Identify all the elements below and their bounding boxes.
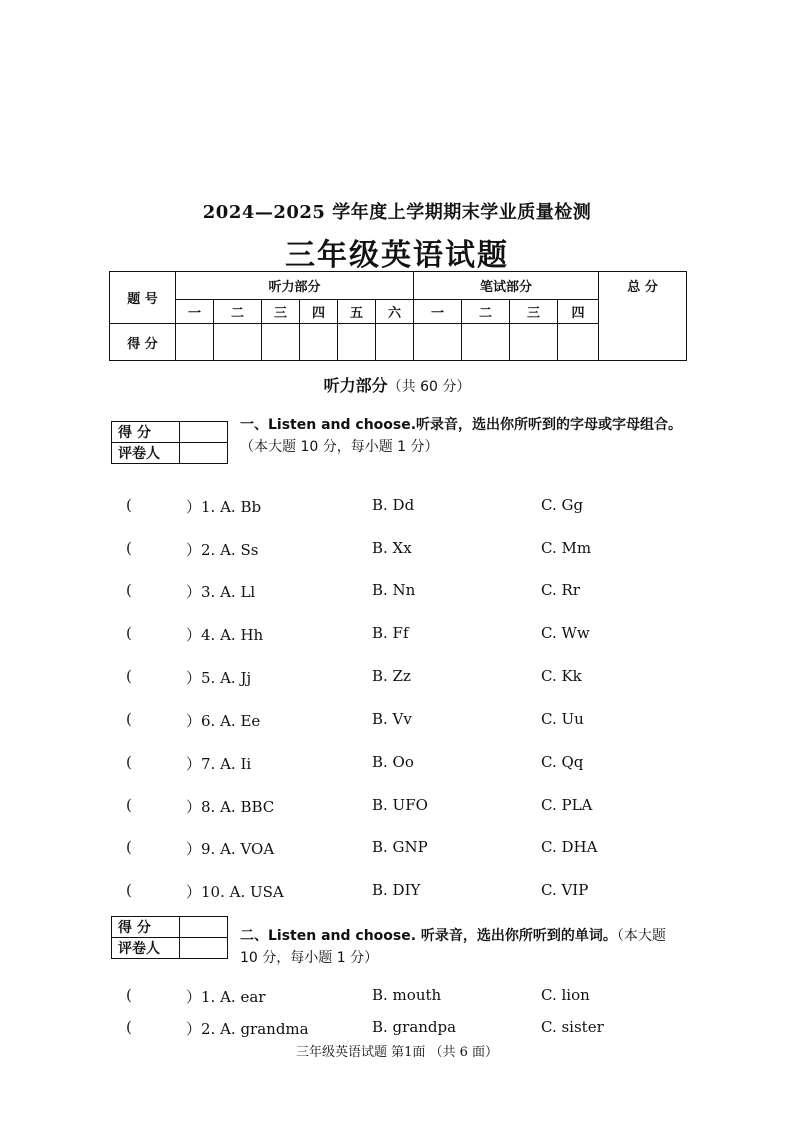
answer-paren: ( bbox=[126, 1018, 132, 1036]
question-row bbox=[0, 1018, 794, 1038]
grader-score-cell bbox=[180, 917, 228, 938]
option-a: ）4. A. Hh bbox=[186, 626, 264, 644]
option-c: C. Gg bbox=[541, 496, 584, 514]
score-cell bbox=[176, 324, 214, 361]
question-row bbox=[0, 667, 794, 687]
option-b: B. UFO bbox=[372, 796, 428, 814]
score-cell bbox=[262, 324, 300, 361]
option-c: C. Kk bbox=[541, 667, 582, 685]
option-c: C. sister bbox=[541, 1018, 604, 1036]
option-a: ）3. A. Ll bbox=[186, 583, 256, 601]
listening-section-title bbox=[0, 373, 794, 396]
option-a: ）2. A. grandma bbox=[186, 1020, 309, 1038]
score-cell bbox=[214, 324, 262, 361]
listening-section-label: 听力部分 bbox=[323, 376, 388, 395]
score-cell bbox=[338, 324, 376, 361]
option-b: B. DIY bbox=[372, 881, 421, 899]
listening-col-1: 一 bbox=[176, 300, 214, 324]
score-cell bbox=[558, 324, 599, 361]
question-row bbox=[0, 753, 794, 773]
listening-col-5: 五 bbox=[338, 300, 376, 324]
option-c: C. Qq bbox=[541, 753, 584, 771]
question-row bbox=[0, 838, 794, 858]
answer-paren: ( bbox=[126, 496, 132, 514]
option-a: ）8. A. BBC bbox=[186, 798, 275, 816]
option-a: ）5. A. Jj bbox=[186, 669, 252, 687]
option-c: C. VIP bbox=[541, 881, 589, 899]
question-row bbox=[0, 796, 794, 816]
option-b: B. Vv bbox=[372, 710, 412, 728]
answer-paren: ( bbox=[126, 838, 132, 856]
part1-heading-note: （本大题 10 分，每小题 1 分） bbox=[240, 439, 439, 455]
listening-col-2: 二 bbox=[214, 300, 262, 324]
total-header: 总 分 bbox=[599, 272, 687, 300]
option-c: C. DHA bbox=[541, 838, 598, 856]
score-cell bbox=[462, 324, 510, 361]
option-b: B. grandpa bbox=[372, 1018, 457, 1036]
row-label-score: 得 分 bbox=[110, 324, 176, 361]
option-a: ）10. A. USA bbox=[186, 883, 284, 901]
question-row bbox=[0, 710, 794, 730]
listening-section-note: （共 60 分） bbox=[387, 379, 471, 395]
score-table bbox=[109, 271, 687, 361]
option-a: ）1. A. Bb bbox=[186, 498, 262, 516]
question-row bbox=[0, 581, 794, 601]
option-a: ）2. A. Ss bbox=[186, 541, 259, 559]
grader-score-label: 得 分 bbox=[112, 422, 180, 443]
row-label-question-no: 题 号 bbox=[110, 272, 176, 324]
listening-col-4: 四 bbox=[300, 300, 338, 324]
listening-col-6: 六 bbox=[376, 300, 414, 324]
grader-score-cell bbox=[180, 422, 228, 443]
exam-subtitle: 2024—2025 学年度上学期期末学业质量检测 bbox=[202, 202, 592, 223]
part2-heading-note: （本大题 10 分，每小题 1 分） bbox=[240, 928, 666, 966]
option-b: B. Zz bbox=[372, 667, 411, 685]
answer-paren: ( bbox=[126, 753, 132, 771]
answer-paren: ( bbox=[126, 667, 132, 685]
answer-paren: ( bbox=[126, 796, 132, 814]
question-row bbox=[0, 986, 794, 1006]
score-cell bbox=[414, 324, 462, 361]
listening-group-header: 听力部分 bbox=[176, 272, 414, 300]
writing-col-4: 四 bbox=[558, 300, 599, 324]
score-cell bbox=[510, 324, 558, 361]
option-b: B. Ff bbox=[372, 624, 409, 642]
option-c: C. lion bbox=[541, 986, 590, 1004]
exam-title: 三年级英语试题 bbox=[285, 238, 509, 273]
total-score-cell bbox=[599, 300, 687, 361]
option-c: C. Ww bbox=[541, 624, 590, 642]
option-b: B. Oo bbox=[372, 753, 414, 771]
grader-name-cell bbox=[180, 938, 228, 959]
writing-col-1: 一 bbox=[414, 300, 462, 324]
part1-heading bbox=[240, 414, 685, 458]
option-b: B. GNP bbox=[372, 838, 428, 856]
answer-paren: ( bbox=[126, 624, 132, 642]
answer-paren: ( bbox=[126, 539, 132, 557]
option-b: B. Dd bbox=[372, 496, 415, 514]
question-row bbox=[0, 881, 794, 901]
option-c: C. Rr bbox=[541, 581, 580, 599]
part1-heading-text: 一、Listen and choose.听录音，选出你所听到的字母或字母组合。 bbox=[240, 417, 683, 433]
question-row bbox=[0, 624, 794, 644]
grader-box-part2 bbox=[111, 916, 228, 959]
option-c: C. PLA bbox=[541, 796, 593, 814]
question-row bbox=[0, 539, 794, 559]
part2-heading-text: 二、Listen and choose. 听录音，选出你所听到的单词。 bbox=[240, 928, 617, 944]
option-c: C. Mm bbox=[541, 539, 592, 557]
answer-paren: ( bbox=[126, 710, 132, 728]
answer-paren: ( bbox=[126, 881, 132, 899]
score-cell bbox=[300, 324, 338, 361]
grader-name-label: 评卷人 bbox=[112, 938, 180, 959]
question-row bbox=[0, 496, 794, 516]
answer-paren: ( bbox=[126, 986, 132, 1004]
listening-col-3: 三 bbox=[262, 300, 300, 324]
grader-score-label: 得 分 bbox=[112, 917, 180, 938]
part2-heading bbox=[240, 925, 685, 969]
option-a: ）6. A. Ee bbox=[186, 712, 261, 730]
grader-box-part1 bbox=[111, 421, 228, 464]
option-b: B. Xx bbox=[372, 539, 412, 557]
page-footer: 三年级英语试题 第1面 （共 6 面） bbox=[295, 1045, 499, 1060]
writing-col-2: 二 bbox=[462, 300, 510, 324]
grader-name-label: 评卷人 bbox=[112, 443, 180, 464]
grader-name-cell bbox=[180, 443, 228, 464]
option-b: B. Nn bbox=[372, 581, 416, 599]
option-b: B. mouth bbox=[372, 986, 442, 1004]
answer-paren: ( bbox=[126, 581, 132, 599]
option-a: ）9. A. VOA bbox=[186, 840, 275, 858]
option-a: ）7. A. Ii bbox=[186, 755, 252, 773]
writing-col-3: 三 bbox=[510, 300, 558, 324]
option-a: ）1. A. ear bbox=[186, 988, 266, 1006]
writing-group-header: 笔试部分 bbox=[414, 272, 599, 300]
option-c: C. Uu bbox=[541, 710, 584, 728]
score-cell bbox=[376, 324, 414, 361]
